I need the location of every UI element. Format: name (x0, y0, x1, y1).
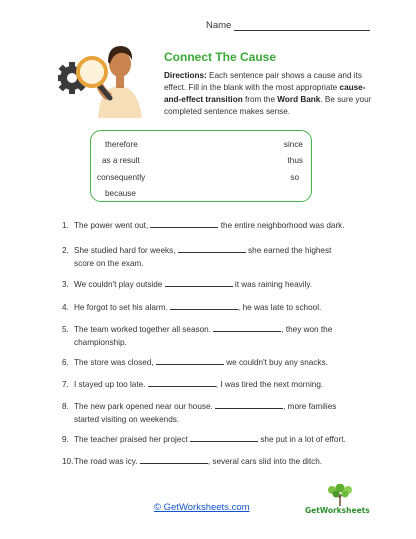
question-number: 7. (62, 380, 69, 389)
question-item (62, 400, 374, 426)
name-blank-line[interactable] (234, 22, 370, 31)
question-text-after: she earned the highest (245, 246, 332, 255)
question-number: 6. (62, 358, 69, 367)
question-number: 10. (62, 457, 74, 466)
question-item (62, 378, 374, 392)
answer-blank[interactable] (170, 301, 238, 310)
question-item (62, 323, 374, 349)
getworksheets-logo (304, 484, 374, 524)
answer-blank[interactable] (148, 378, 216, 387)
question-text-after: , several cars slid into the ditch. (207, 457, 323, 466)
question-text-before: The team worked together all season. (74, 325, 214, 334)
answer-blank[interactable] (190, 433, 258, 442)
question-number: 9. (62, 435, 69, 444)
question-text-after: , they won the (281, 325, 333, 334)
question-item (62, 278, 374, 292)
question-number: 8. (62, 402, 69, 411)
magnifying-glass-person-illustration (58, 38, 154, 118)
answer-blank[interactable] (213, 323, 281, 332)
word-bank-item: consequently (97, 173, 146, 182)
question-text-before: The new park opened near our house. (74, 402, 216, 411)
question-item (62, 433, 374, 447)
word-bank-item: since (283, 140, 303, 149)
question-item (62, 301, 374, 315)
question-text-continued: championship. (74, 337, 127, 347)
name-label: Name (206, 20, 232, 31)
question-text-after: the entire neighborhood was dark. (218, 221, 345, 230)
question-number: 5. (62, 325, 69, 334)
question-item (62, 244, 374, 270)
copyright-link[interactable]: © GetWorksheets.com (154, 502, 250, 513)
question-text-before: She studied hard for weeks, (74, 246, 178, 255)
word-bank-item: therefore (105, 140, 138, 149)
question-text-after: she put in a lot of effort. (258, 435, 346, 444)
question-text-before: The power went out, (74, 221, 151, 230)
directions-text (164, 70, 374, 118)
directions-part3: . Be sure your completed sentence makes sense. (164, 95, 372, 116)
answer-blank[interactable] (178, 244, 246, 253)
question-number: 3. (62, 280, 69, 289)
word-bank-item: because (105, 189, 136, 198)
name-field (206, 20, 370, 31)
question-text-after: , I was tired the next morning. (215, 380, 324, 389)
question-number: 1. (62, 221, 69, 230)
directions-part2: from the (242, 95, 278, 104)
question-number: 2. (62, 246, 69, 255)
directions-bold-wordbank: Word Bank (277, 95, 321, 104)
directions-part1: Each sentence pair shows a cause and its effect. Fill in the blank with the most appropriate (164, 71, 362, 92)
question-text-after: , more families (283, 402, 337, 411)
answer-blank[interactable] (215, 400, 283, 409)
answer-blank[interactable] (150, 219, 218, 228)
tree-icon (328, 484, 352, 506)
answer-blank[interactable] (165, 278, 233, 287)
word-bank-item: thus (287, 156, 303, 165)
question-number: 4. (62, 303, 69, 312)
word-bank-item: as a result (102, 156, 140, 165)
question-text-after: it was raining heavily. (232, 280, 313, 289)
directions-label: Directions: (164, 71, 207, 80)
worksheet-title: Connect The Cause (164, 50, 277, 64)
question-item (62, 455, 374, 469)
logo-brand-text: GetWorksheets (305, 506, 370, 515)
answer-blank[interactable] (140, 455, 208, 464)
answer-blank[interactable] (156, 356, 224, 365)
question-text-continued: started visiting on weekends. (74, 414, 180, 424)
word-bank-item: so (290, 173, 299, 182)
question-text-before: The road was icy. (74, 457, 140, 466)
question-text-before: The store was closed, (74, 358, 156, 367)
question-text-before: He forgot to set his alarm. (74, 303, 171, 312)
question-text-continued: score on the exam. (74, 258, 144, 268)
question-text-before: We couldn't play outside (74, 280, 165, 289)
question-text-before: I stayed up too late. (74, 380, 148, 389)
question-text-after: we couldn't buy any snacks. (223, 358, 328, 367)
question-text-after: , he was late to school. (238, 303, 322, 312)
magnifying-glass-icon (78, 58, 110, 98)
question-item (62, 219, 374, 233)
word-bank (90, 130, 312, 202)
question-item (62, 356, 374, 370)
directions-bold-transition: cause-and-effect transition (164, 83, 366, 104)
question-text-before: The teacher praised her project (74, 435, 191, 444)
